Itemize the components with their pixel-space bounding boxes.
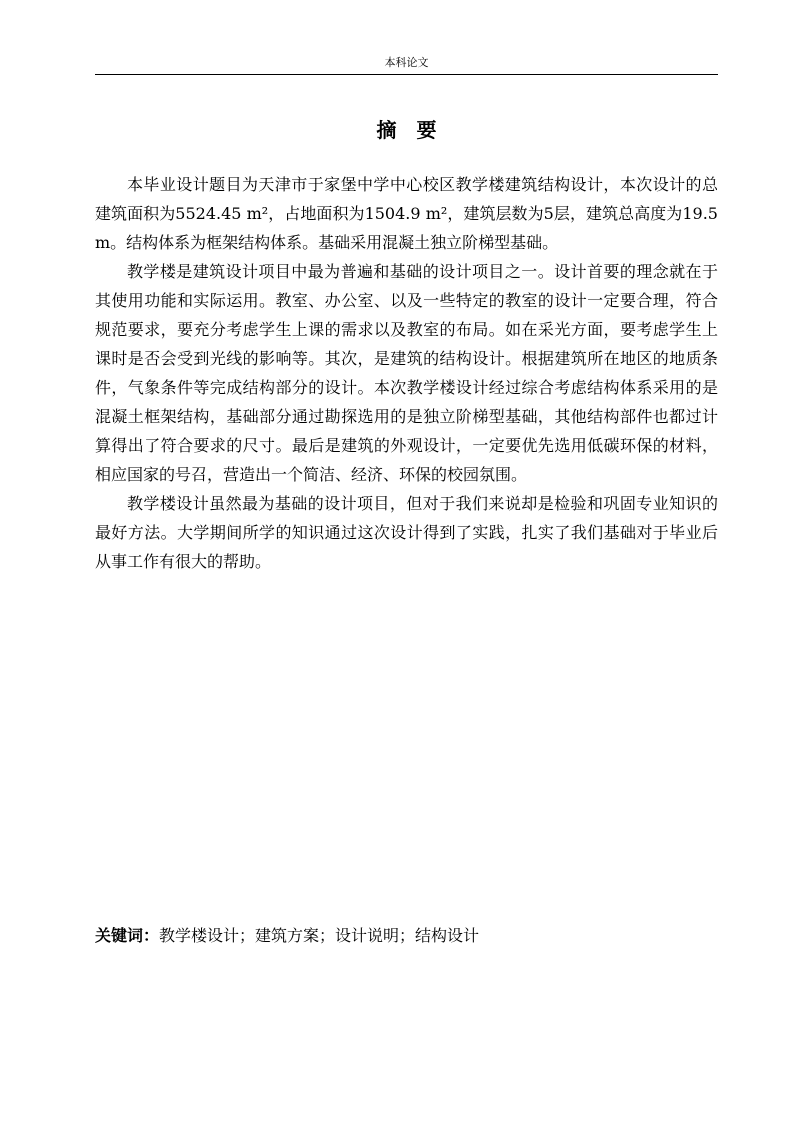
abstract-body <box>95 170 718 576</box>
abstract-paragraph-1: 本毕业设计题目为天津市于家堡中学中心校区教学楼建筑结构设计，本次设计的总建筑面积为5524.45 m²，占地面积为1504.9 m²，建筑层数为5层，建筑总高度为19.5 m。结构体系为框架结构体系。基础采用混凝土独立阶梯型基础。 <box>95 175 718 252</box>
abstract-title <box>95 117 718 143</box>
abstract-title-char-2: 要 <box>416 118 437 142</box>
abstract-paragraph-3: 教学楼设计虽然最为基础的设计项目，但对于我们来说却是检验和巩固专业知识的最好方法。大学期间所学的知识通过这次设计得到了实践，扎实了我们基础对于毕业后从事工作有很大的帮助。 <box>95 494 718 571</box>
abstract-title-char-1: 摘 <box>376 118 397 142</box>
abstract-paragraph-2: 教学楼是建筑设计项目中最为普遍和基础的设计项目之一。设计首要的理念就在于其使用功能和实际运用。教室、办公室、以及一些特定的教室的设计一定要合理，符合规范要求，要充分考虑学生上课的需求以及教室的布局。如在采光方面，要考虑学生上课时是否会受到光线的影响等。其次，是建筑的结构设计。根据建筑所在地区的地质条件，气象条件等完成结构部分的设计。本次教学楼设计经过综合考虑结构体系采用的是混凝土框架结构，基础部分通过勘探选用的是独立阶梯型基础，其他结构部件也都过计算得出了符合要求的尺寸。最后是建筑的外观设计，一定要优先选用低碳环保的材料，相应国家的号召，营造出一个简洁、经济、环保的校园氛围。 <box>95 262 718 484</box>
keywords-label: 关键词： <box>95 926 160 945</box>
keywords-line <box>95 923 718 949</box>
running-header <box>95 56 718 75</box>
running-title: 本科论文 <box>384 56 429 69</box>
keywords-text: 教学楼设计；建筑方案；设计说明；结构设计 <box>159 926 480 945</box>
